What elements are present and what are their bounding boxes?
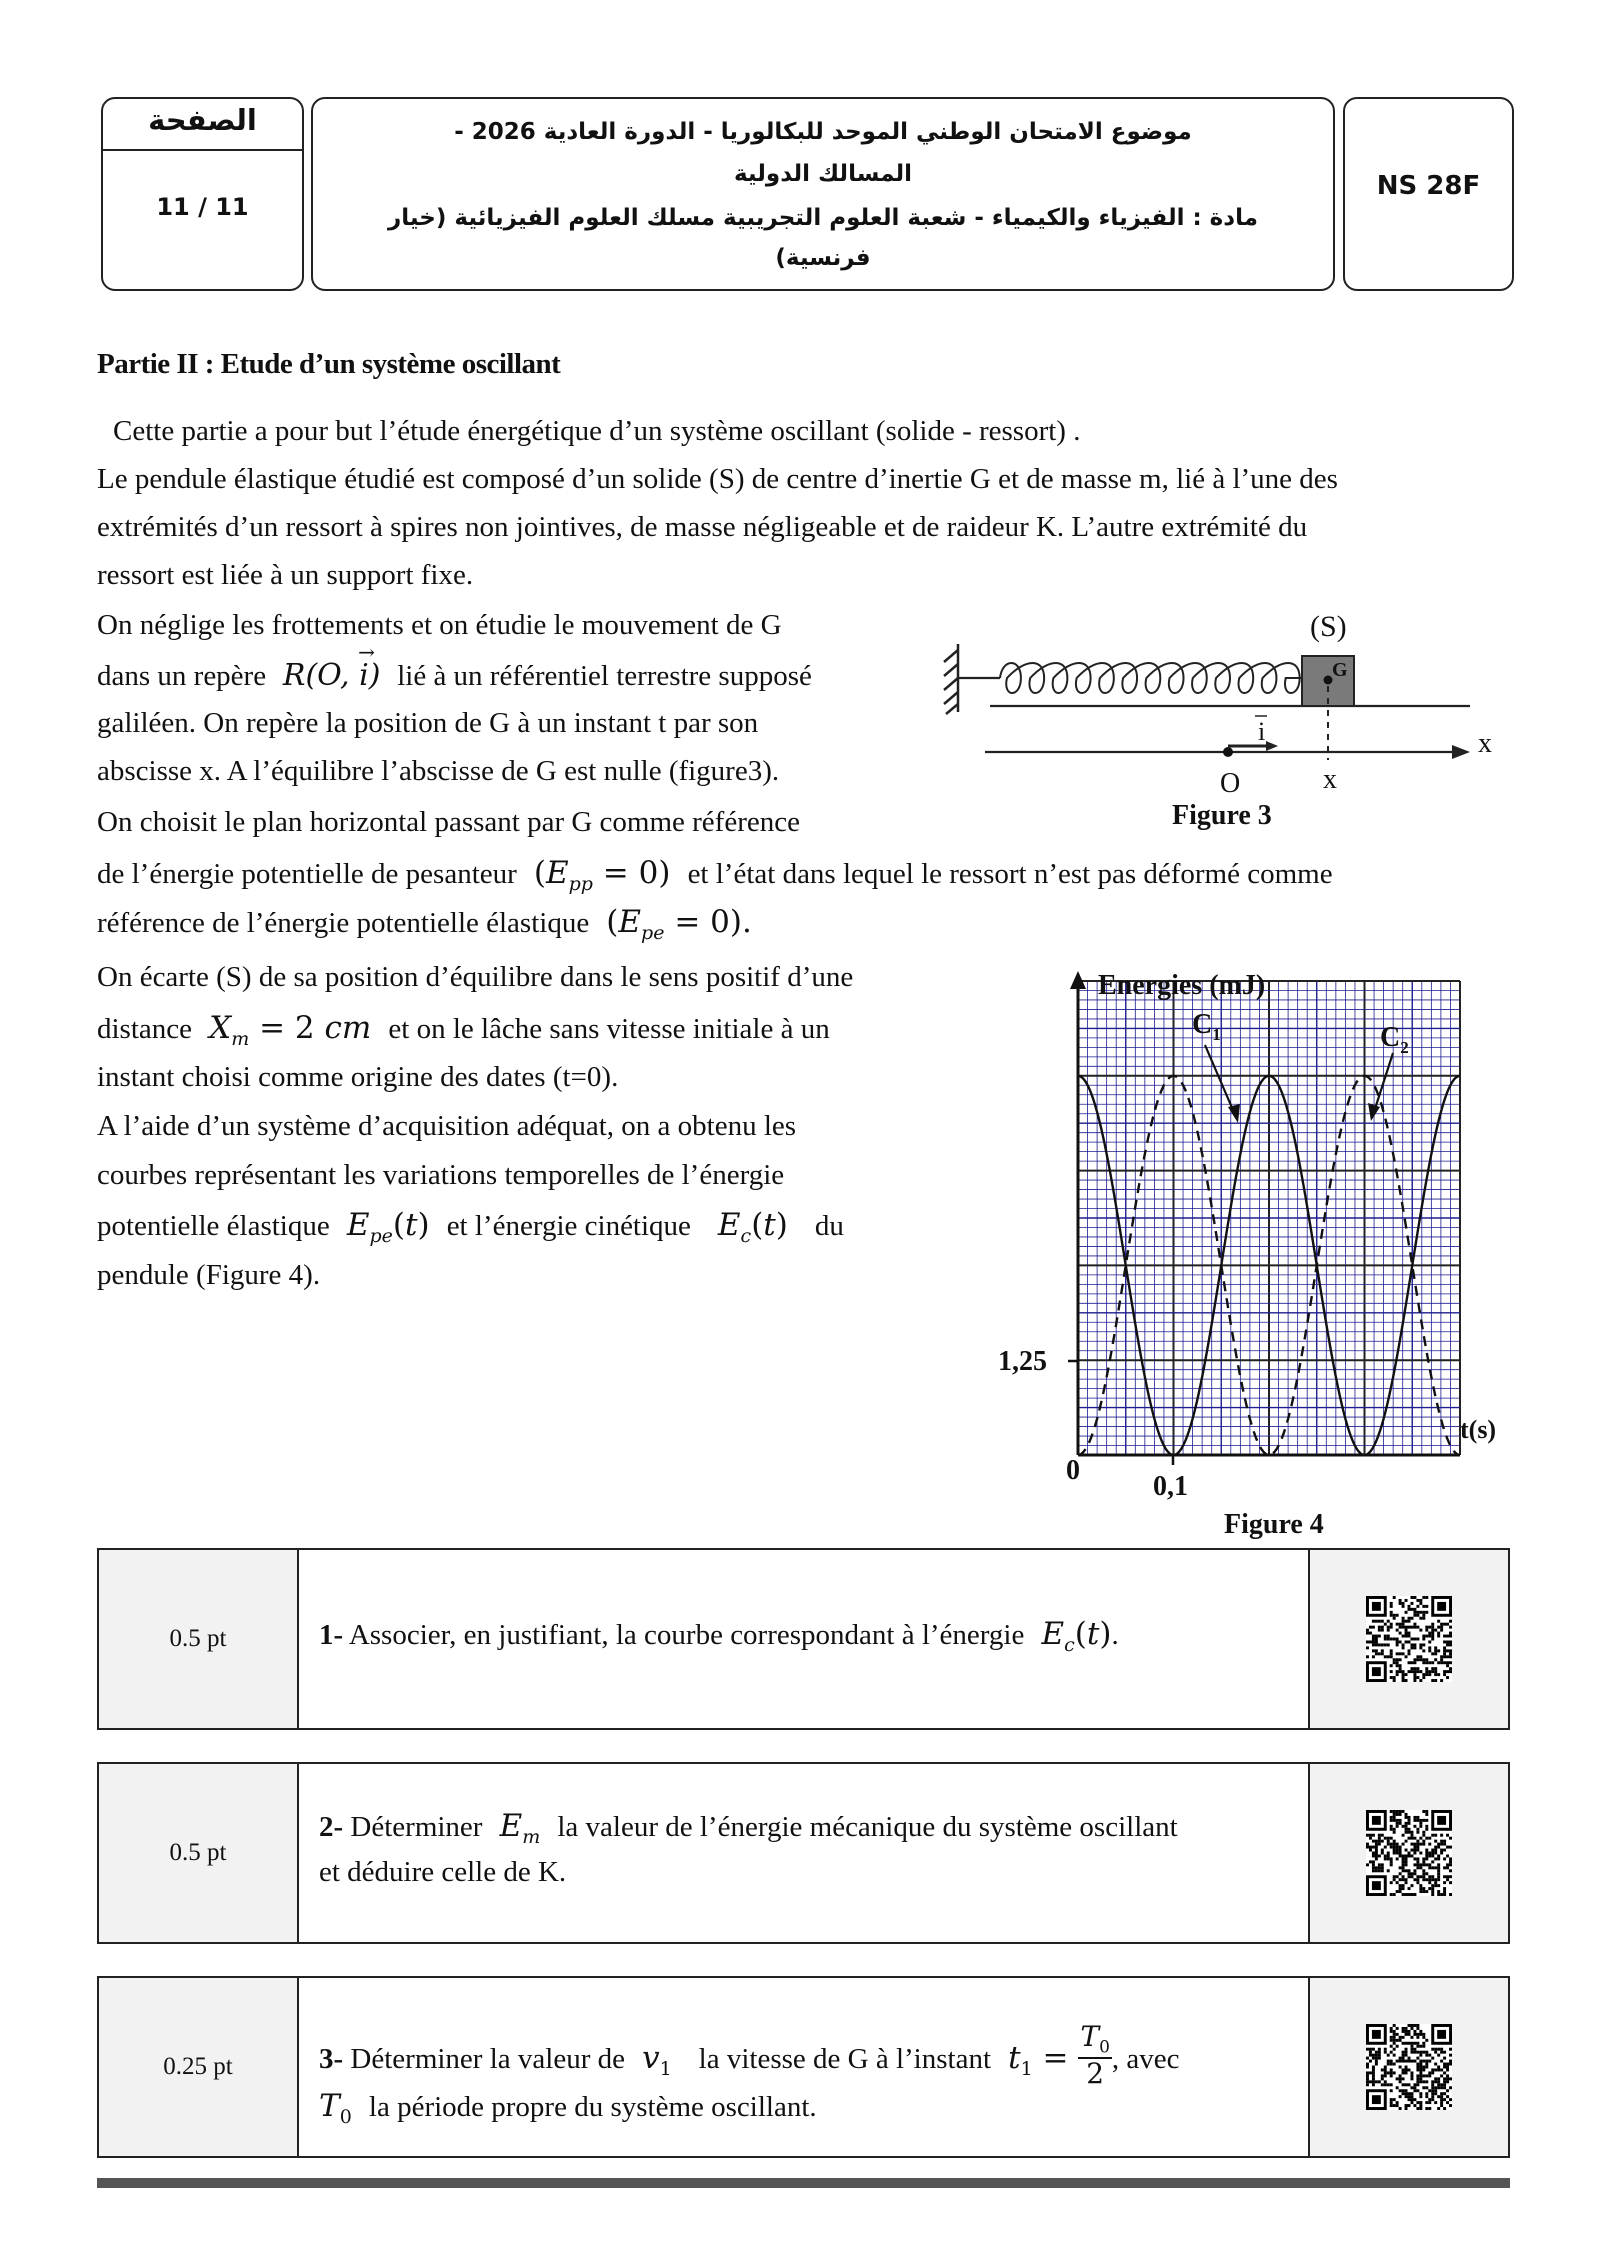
exam-code: NS 28F xyxy=(1376,171,1481,201)
question-1-text: 1- Associer, en justifiant, la courbe correspondant à l’énergie $E_c(t)$. xyxy=(319,1616,1119,1657)
intro-text-line: ressort est liée à un support fixe. xyxy=(97,559,474,591)
intro-text-line: Le pendule élastique étudié est composé d’un solide (S) de centre d’inertie G et de masse m, lié à l’une des xyxy=(97,463,1338,495)
question-2-text: 2- Déterminer $E_m$ la valeur de l’énergie mécanique du système oscillant et déduire celle de K. xyxy=(319,1808,1178,1888)
intro-text-line: dans un repère R(O, i → ) lié à un référentiel terrestre supposé xyxy=(97,640,812,693)
ec-t-formula: $E_c(t)$ xyxy=(717,1207,808,1248)
qr-code[interactable] xyxy=(1308,1550,1508,1728)
origin-point xyxy=(1223,747,1233,757)
intro-text-line: galiléen. On repère la position de G à un instant t par son xyxy=(97,707,759,739)
exam-code-box xyxy=(1343,97,1514,291)
figure-3-caption: Figure 3 xyxy=(1172,800,1272,831)
figure-3-diagram xyxy=(940,600,1520,840)
intro-text-line: courbes représentant les variations temporelles de l’énergie xyxy=(97,1159,785,1191)
intro-paragraph-1: Cette partie a pour but l’étude énergétique d’un système oscillant (solide - ressort) . xyxy=(113,415,1081,447)
question-3-text: 3- Déterminer la valeur de $v_1$ la vitesse de G à l’instant $t_1$ = $\frac{T_0}{2}$ , avec $T_0$ la période propre du système oscillant. xyxy=(319,2020,1180,2129)
frame-formula: R(O, i → ) xyxy=(273,640,390,693)
page-box xyxy=(101,97,304,291)
page-number: 11 / 11 xyxy=(156,193,249,221)
t1-formula: $t_1$ = xyxy=(1008,2040,1079,2081)
exam-title-line1: موضوع الامتحان الوطني الموحد للبكالوريا - الدورة العادية 2026 - xyxy=(454,119,1192,145)
question-3-points: 0.25 pt xyxy=(99,1978,299,2156)
x-position-label: x xyxy=(1323,764,1337,795)
intro-text-line: référence de l’énergie potentielle élastique $(E_{pe} = 0)$. xyxy=(97,904,752,945)
footer-bar xyxy=(97,2178,1510,2188)
qr-code-icon xyxy=(1366,1596,1452,1682)
question-1-box xyxy=(97,1548,1510,1730)
page-label: الصفحة xyxy=(148,103,257,137)
ec-t-formula: $E_c(t)$ xyxy=(1041,1616,1112,1657)
em-formula: $E_m$ xyxy=(499,1808,541,1849)
x-axis-label: t(s) xyxy=(1460,1415,1497,1444)
intro-text-line: On écarte (S) de sa position d’équilibre dans le sens positif d’une xyxy=(97,961,854,993)
exam-title-line2: المسالك الدولية xyxy=(733,161,913,187)
x-axis-arrow xyxy=(1452,745,1470,759)
question-1-points: 0.5 pt xyxy=(99,1550,299,1728)
qr-code[interactable] xyxy=(1308,1978,1508,2156)
origin-label: O xyxy=(1220,768,1241,799)
curve-c1-label: $C_1$ xyxy=(1192,1009,1221,1044)
y-axis-label: Energies (mJ) xyxy=(1098,970,1266,1001)
t0-formula: $T_0$ xyxy=(319,2088,352,2129)
x-axis-label: x xyxy=(1478,728,1492,759)
intro-text-line: abscisse x. A l’équilibre l’abscisse de G est nulle (figure3). xyxy=(97,755,780,787)
epp-formula: $(E_{pp} = 0)$ xyxy=(524,855,681,896)
qr-code-icon xyxy=(1366,2024,1452,2110)
solid-label: (S) xyxy=(1310,610,1347,643)
intro-text-line: A l’aide d’un système d’acquisition adéquat, on a obtenu les xyxy=(97,1110,797,1142)
xm-formula: $X_m = 2$ cm xyxy=(209,1010,372,1051)
intro-text-line: On néglige les frottements et on étudie le mouvement de G xyxy=(97,609,782,641)
g-label: G xyxy=(1332,659,1348,681)
exam-title-box xyxy=(311,97,1335,291)
intro-text-line: distance $X_m = 2$ cm et on le lâche sans vitesse initiale à un xyxy=(97,1010,830,1051)
figure-4-chart xyxy=(990,965,1510,1545)
page-box-divider xyxy=(103,149,302,151)
question-3-box xyxy=(97,1976,1510,2158)
t0-over-2-fraction: $\frac{T_0}{2}$ xyxy=(1080,2020,1110,2091)
intro-text-line: extrémités d’un ressort à spires non jointives, de masse négligeable et de raideur K. L’autre extrémité du xyxy=(97,511,1308,543)
qr-code[interactable] xyxy=(1308,1764,1508,1942)
i-label: i xyxy=(1258,717,1266,746)
epe-t-formula: $E_{pe}(t)$ xyxy=(346,1207,440,1248)
section-title: Partie II : Etude d’un système oscillant xyxy=(97,348,561,380)
curve-c2-label: $C_2$ xyxy=(1380,1022,1409,1057)
question-2-box xyxy=(97,1762,1510,1944)
spring xyxy=(1000,663,1302,693)
exam-title-line4: فرنسية) xyxy=(775,245,871,271)
intro-text-line: pendule (Figure 4). xyxy=(97,1259,321,1291)
exam-title-line3: مادة : الفيزياء والكيمياء - شعبة العلوم التجريبية مسلك العلوم الفيزيائية (خيار xyxy=(388,205,1258,231)
figure-4-caption: Figure 4 xyxy=(1224,1509,1324,1540)
x-tick-0-1: 0,1 xyxy=(1153,1471,1188,1502)
v1-formula: $v_1$ xyxy=(642,2040,672,2081)
intro-text-line: de l’énergie potentielle de pesanteur $(E_{pp} = 0)$ et l’état dans lequel le ressort n’est pas déformé comme xyxy=(97,855,1333,896)
wall-hatching xyxy=(944,644,958,714)
chart-origin-label: 0 xyxy=(1066,1455,1080,1486)
intro-text-line: instant choisi comme origine des dates (t=0). xyxy=(97,1061,619,1093)
intro-text-line: On choisit le plan horizontal passant par G comme référence xyxy=(97,806,800,838)
unit-vector-arrowhead xyxy=(1266,741,1278,751)
y-tick-1-25: 1,25 xyxy=(998,1346,1047,1377)
qr-code-icon xyxy=(1366,1810,1452,1896)
intro-text-line: potentielle élastique $E_{pe}(t)$ et l’énergie cinétique $E_c(t)$ du xyxy=(97,1207,844,1248)
epe-formula: $(E_{pe} = 0)$. xyxy=(596,904,752,945)
question-2-points: 0.5 pt xyxy=(99,1764,299,1942)
